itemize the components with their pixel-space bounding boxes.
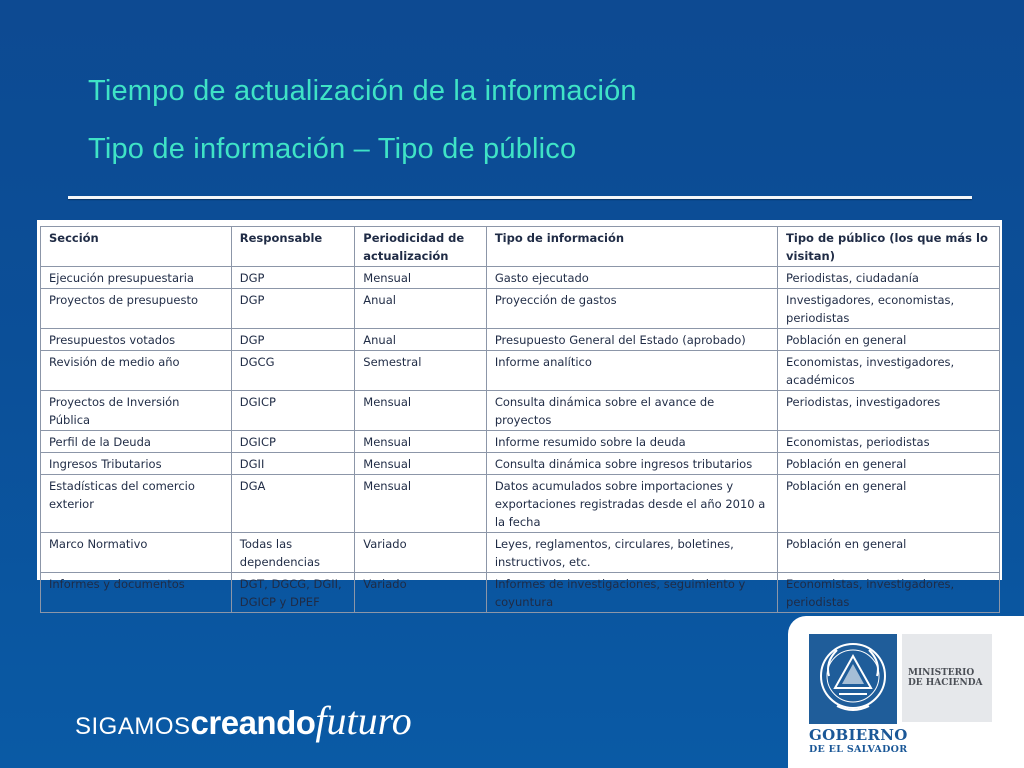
table-row xyxy=(41,351,1000,391)
info-table xyxy=(40,226,1000,613)
table-row xyxy=(41,573,1000,613)
cell-tipo-publico: Investigadores, economistas, periodistas xyxy=(778,289,1000,329)
cell-seccion: Marco Normativo xyxy=(41,533,232,573)
table-row xyxy=(41,533,1000,573)
cell-periodicidad: Anual xyxy=(355,289,487,329)
cell-tipo-publico: Población en general xyxy=(778,533,1000,573)
table-row xyxy=(41,453,1000,475)
cell-periodicidad: Mensual xyxy=(355,475,487,533)
cell-seccion: Proyectos de Inversión Pública xyxy=(41,391,232,431)
slogan-sigamos: SIGAMOS xyxy=(75,713,191,740)
ministry-badge xyxy=(902,634,992,722)
cell-tipo-informacion: Consulta dinámica sobre el avance de proyectos xyxy=(486,391,777,431)
government-country: DE EL SALVADOR xyxy=(809,744,908,755)
cell-periodicidad: Mensual xyxy=(355,453,487,475)
cell-seccion: Revisión de medio año xyxy=(41,351,232,391)
cell-tipo-informacion: Informe resumido sobre la deuda xyxy=(486,431,777,453)
slogan xyxy=(75,697,412,744)
cell-responsable: DGICP xyxy=(231,431,355,453)
government-name: GOBIERNO xyxy=(809,726,908,744)
cell-periodicidad: Semestral xyxy=(355,351,487,391)
government-logo xyxy=(788,616,1024,768)
title-divider xyxy=(68,196,972,199)
cell-tipo-informacion: Consulta dinámica sobre ingresos tributarios xyxy=(486,453,777,475)
header-tipo-publico: Tipo de público (los que más lo visitan) xyxy=(778,227,1000,267)
cell-responsable: DGA xyxy=(231,475,355,533)
cell-tipo-publico: Economistas, investigadores, periodistas xyxy=(778,573,1000,613)
cell-seccion: Estadísticas del comercio exterior xyxy=(41,475,232,533)
header-periodicidad: Periodicidad de actualización xyxy=(355,227,487,267)
table-row xyxy=(41,267,1000,289)
ministry-line2: DE HACIENDA xyxy=(908,678,983,688)
cell-tipo-publico: Economistas, periodistas xyxy=(778,431,1000,453)
cell-tipo-informacion: Gasto ejecutado xyxy=(486,267,777,289)
cell-seccion: Proyectos de presupuesto xyxy=(41,289,232,329)
cell-periodicidad: Variado xyxy=(355,533,487,573)
cell-tipo-publico: Periodistas, ciudadanía xyxy=(778,267,1000,289)
cell-responsable: Todas las dependencias xyxy=(231,533,355,573)
table-header-row xyxy=(41,227,1000,267)
cell-seccion: Ejecución presupuestaria xyxy=(41,267,232,289)
slide-title-line2: Tipo de información – Tipo de público xyxy=(88,133,577,165)
cell-tipo-publico: Economistas, investigadores, académicos xyxy=(778,351,1000,391)
table-row xyxy=(41,475,1000,533)
cell-responsable: DGII xyxy=(231,453,355,475)
cell-tipo-informacion: Proyección de gastos xyxy=(486,289,777,329)
cell-seccion: Presupuestos votados xyxy=(41,329,232,351)
info-table-frame xyxy=(37,220,1002,609)
coat-of-arms-icon xyxy=(809,634,897,724)
cell-responsable: DGP xyxy=(231,267,355,289)
cell-responsable: DGP xyxy=(231,329,355,351)
cell-tipo-publico: Población en general xyxy=(778,475,1000,533)
cell-periodicidad: Mensual xyxy=(355,431,487,453)
table-row xyxy=(41,431,1000,453)
cell-tipo-publico: Población en general xyxy=(778,453,1000,475)
cell-tipo-publico: Periodistas, investigadores xyxy=(778,391,1000,431)
cell-seccion: Perfil de la Deuda xyxy=(41,431,232,453)
table-row xyxy=(41,329,1000,351)
slide-title-line1: Tiempo de actualización de la información xyxy=(88,75,637,107)
cell-seccion: Informes y documentos xyxy=(41,573,232,613)
cell-seccion: Ingresos Tributarios xyxy=(41,453,232,475)
header-responsable: Responsable xyxy=(231,227,355,267)
cell-periodicidad: Mensual xyxy=(355,267,487,289)
cell-tipo-informacion: Presupuesto General del Estado (aprobado) xyxy=(486,329,777,351)
cell-periodicidad: Variado xyxy=(355,573,487,613)
cell-tipo-informacion: Informes de investigaciones, seguimiento y coyuntura xyxy=(486,573,777,613)
cell-responsable: DGP xyxy=(231,289,355,329)
cell-responsable: DGCG xyxy=(231,351,355,391)
ministry-line1: MINISTERIO xyxy=(908,668,975,678)
table-row xyxy=(41,391,1000,431)
slogan-creando: creando xyxy=(190,704,316,741)
cell-tipo-informacion: Datos acumulados sobre importaciones y exportaciones registradas desde el año 2010 a la fecha xyxy=(486,475,777,533)
slogan-futuro: futuro xyxy=(315,698,412,743)
cell-tipo-informacion: Leyes, reglamentos, circulares, boletines, instructivos, etc. xyxy=(486,533,777,573)
table-row xyxy=(41,289,1000,329)
cell-tipo-publico: Población en general xyxy=(778,329,1000,351)
cell-responsable: DGT, DGCG, DGII, DGICP y DPEF xyxy=(231,573,355,613)
cell-periodicidad: Mensual xyxy=(355,391,487,431)
header-seccion: Sección xyxy=(41,227,232,267)
header-tipo-informacion: Tipo de información xyxy=(486,227,777,267)
cell-tipo-informacion: Informe analítico xyxy=(486,351,777,391)
cell-periodicidad: Anual xyxy=(355,329,487,351)
cell-responsable: DGICP xyxy=(231,391,355,431)
